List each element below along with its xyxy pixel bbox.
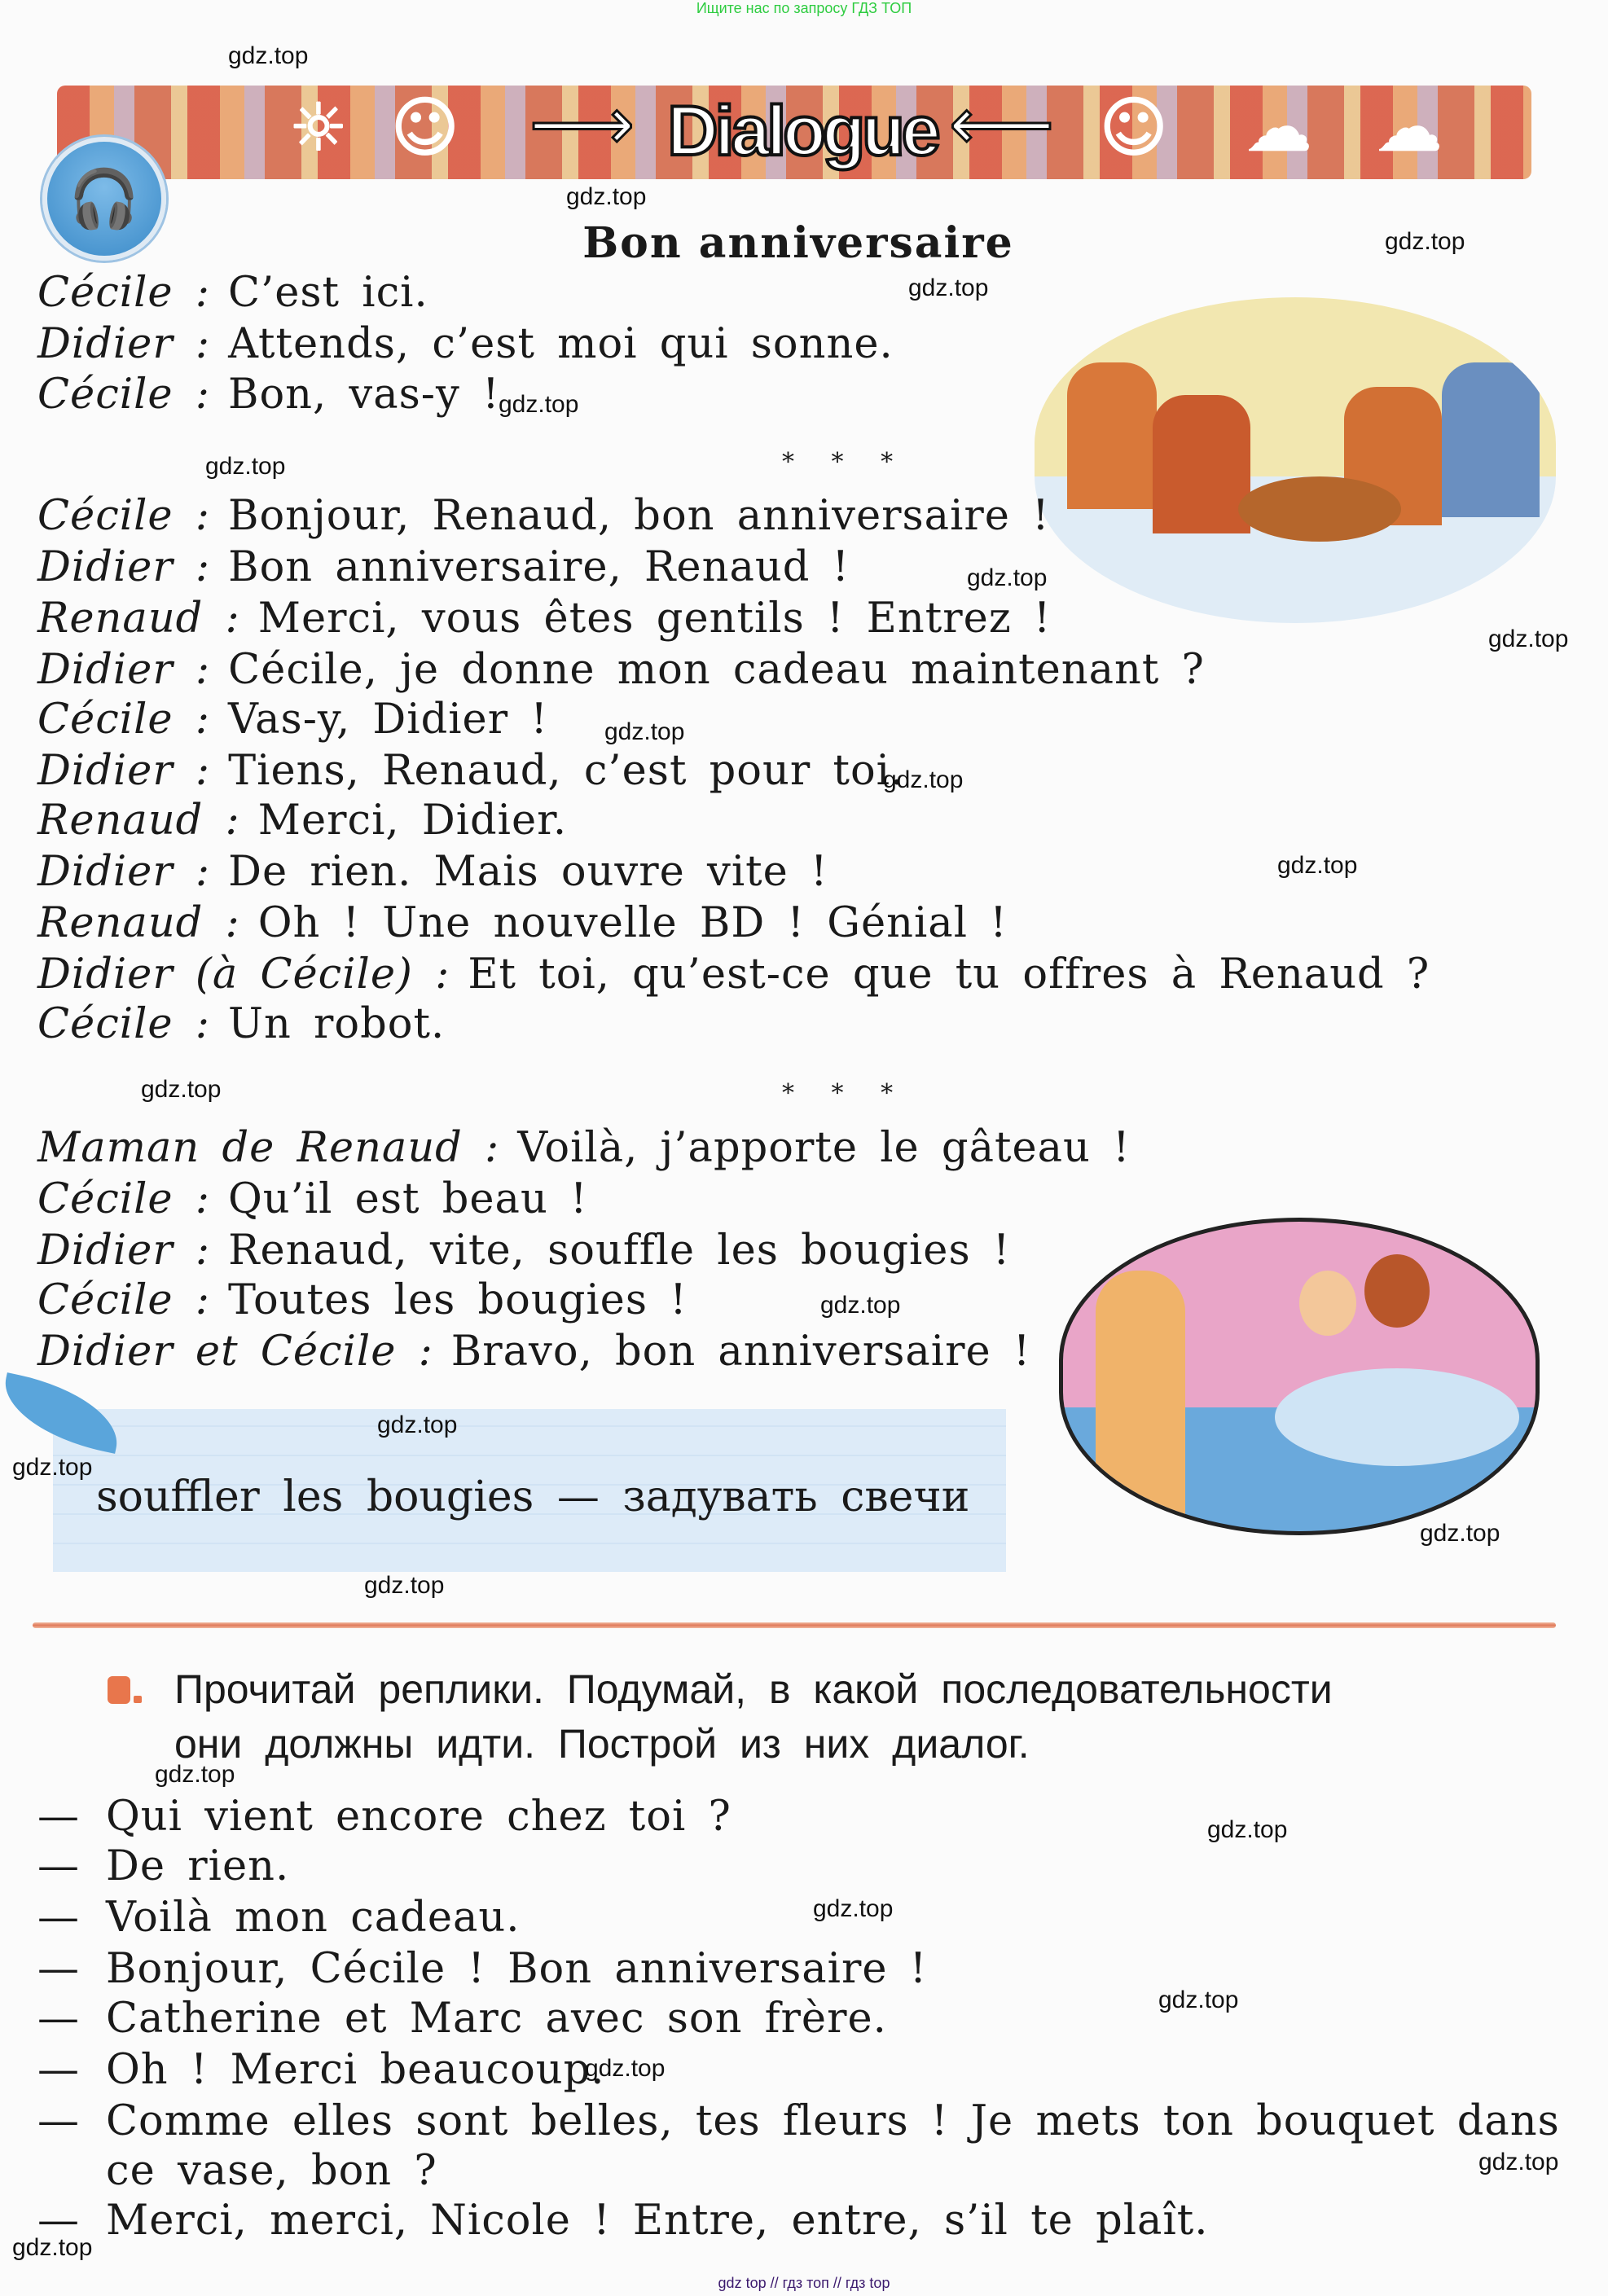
child-face-icon: ☺	[391, 90, 459, 165]
dialogue-line	[37, 1000, 445, 1048]
watermark: gdz.top	[1478, 2149, 1559, 2175]
replica: Bravo, bon anniversaire !	[450, 1328, 1031, 1376]
sun-icon: ☼	[289, 90, 348, 165]
cloud-icon: ☁	[1377, 90, 1442, 165]
dialogue-line	[37, 848, 828, 896]
speaker: Renaud :	[37, 797, 240, 845]
dialogue-line	[37, 595, 1051, 643]
speaker: Didier (à Cécile) :	[37, 950, 450, 999]
replica: Attends, c’est moi qui sonne.	[228, 320, 894, 368]
replica: Tiens, Renaud, c’est pour toi.	[228, 747, 905, 795]
watermark: gdz.top	[499, 391, 579, 418]
audio-headphones-icon[interactable]: 🎧	[42, 137, 166, 261]
watermark: gdz.top	[820, 1292, 901, 1319]
exercise-item: — De rien.	[37, 1842, 290, 1890]
replica: Vas-y, Didier !	[227, 696, 548, 744]
dialogue-line	[37, 543, 850, 591]
watermark: gdz.top	[1158, 1987, 1239, 2013]
dialogue-line	[37, 269, 428, 317]
page-title: Bon anniversaire	[582, 218, 1014, 268]
speaker: Cécile :	[37, 1175, 210, 1223]
exercise-marker-dot	[134, 1696, 142, 1703]
separator: * * *	[782, 448, 908, 476]
watermark: gdz.top	[141, 1076, 222, 1103]
replica: Merci, vous êtes gentils ! Entrez !	[257, 595, 1052, 643]
arrow-right-icon: ⟶	[529, 81, 635, 167]
watermark: gdz.top	[967, 564, 1048, 591]
dialogue-line	[37, 1124, 1131, 1172]
section-divider	[33, 1622, 1556, 1628]
exercise-instruction-line2: они должны идти. Построй из них диалог.	[174, 1721, 1030, 1767]
watermark: gdz.top	[585, 2055, 666, 2082]
speaker: Cécile :	[37, 492, 210, 540]
speaker: Didier :	[37, 848, 211, 896]
speaker: Didier :	[37, 320, 211, 368]
speaker: Didier :	[37, 1227, 211, 1275]
replica: Merci, Didier.	[257, 797, 568, 845]
watermark: gdz.top	[364, 1572, 445, 1599]
dialogue-line	[37, 899, 1008, 947]
dialogue-line	[37, 950, 1430, 999]
replica: Bon anniversaire, Renaud !	[228, 543, 850, 591]
dialogue-line	[37, 747, 904, 795]
speaker: Didier :	[37, 747, 211, 795]
watermark: gdz.top	[12, 1454, 93, 1481]
watermark: gdz.top	[155, 1761, 235, 1788]
birthday-kids-illustration	[1035, 297, 1556, 623]
watermark: gdz.top	[1277, 852, 1358, 879]
exercise-instruction-line1: Прочитай реплики. Подумай, в какой последовательности	[174, 1666, 1333, 1712]
replica: C’est ici.	[227, 269, 428, 317]
dialogue-line	[37, 696, 548, 744]
exercise-item: — Comme elles sont belles, tes fleurs ! Je mets ton bouquet dans	[37, 2097, 1560, 2145]
dialogue-line	[37, 371, 500, 419]
exercise-item: — Bonjour, Cécile ! Bon anniversaire !	[37, 1945, 928, 1993]
exercise-item: — Qui vient encore chez toi ?	[37, 1793, 732, 1841]
watermark: gdz.top	[12, 2234, 93, 2261]
cloud-icon: ☁	[1246, 90, 1311, 165]
dialogue-line	[37, 797, 567, 845]
dialogue-line	[37, 1328, 1030, 1376]
replica: De rien. Mais ouvre vite !	[228, 848, 828, 896]
watermark: gdz.top	[813, 1895, 894, 1922]
dialogue-line	[37, 646, 1205, 694]
dialogue-line	[37, 320, 894, 368]
speaker: Cécile :	[37, 1000, 210, 1048]
watermark: gdz.top	[883, 766, 964, 793]
exercise-item: — Merci, merci, Nicole ! Entre, entre, s’il te plaît.	[37, 2197, 1209, 2245]
arrow-left-icon: ⟵	[949, 81, 1055, 167]
replica: Cécile, je donne mon cadeau maintenant ?	[228, 646, 1205, 694]
watermark: gdz.top	[1488, 626, 1569, 652]
exercise-marker-icon	[108, 1676, 130, 1704]
mother-cake-illustration	[1059, 1218, 1540, 1535]
separator: * * *	[782, 1079, 908, 1108]
watermark: gdz.top	[566, 183, 647, 210]
watermark: gdz.top	[1420, 1520, 1500, 1547]
watermark: gdz.top	[1385, 228, 1465, 255]
speaker: Didier :	[37, 543, 211, 591]
speaker: Cécile :	[37, 1276, 210, 1324]
top-note: Ищите нас по запросу ГДЗ ТОП	[696, 0, 912, 16]
child-face-icon: ☺	[1100, 90, 1168, 165]
speaker: Renaud :	[37, 899, 240, 947]
speaker: Didier :	[37, 646, 211, 694]
replica: Un robot.	[227, 1000, 446, 1048]
banner-title: Dialogue	[667, 91, 938, 170]
replica: Voilà, j’apporte le gâteau !	[517, 1124, 1131, 1172]
watermark: gdz.top	[377, 1411, 458, 1438]
exercise-item-continuation: ce vase, bon ?	[106, 2147, 437, 2195]
speaker: Didier et Cécile :	[37, 1328, 433, 1376]
speaker: Renaud :	[37, 595, 240, 643]
watermark: gdz.top	[1207, 1816, 1288, 1843]
dialogue-line	[37, 1276, 688, 1324]
dialogue-line	[37, 1175, 588, 1223]
vocabulary-entry: souffler les bougies — задувать свечи	[96, 1473, 970, 1521]
replica: Bonjour, Renaud, bon anniversaire !	[227, 492, 1050, 540]
speaker: Cécile :	[37, 696, 210, 744]
dialogue-line	[37, 492, 1050, 540]
replica: Qu’il est beau !	[227, 1175, 588, 1223]
speaker: Maman de Renaud :	[37, 1124, 500, 1172]
speaker: Cécile :	[37, 269, 210, 317]
replica: Renaud, vite, souffle les bougies !	[228, 1227, 1011, 1275]
replica: Bon, vas-y !	[227, 371, 500, 419]
exercise-item: — Voilà mon cadeau.	[37, 1894, 521, 1942]
exercise-item: — Oh ! Merci beaucoup.	[37, 2046, 605, 2094]
dialogue-line	[37, 1227, 1010, 1275]
watermark: gdz.top	[205, 453, 286, 480]
replica: Oh ! Une nouvelle BD ! Génial !	[257, 899, 1008, 947]
watermark: gdz.top	[228, 42, 309, 69]
replica: Et toi, qu’est-ce que tu offres à Renaud ?	[468, 950, 1430, 999]
watermark: gdz.top	[908, 274, 989, 301]
exercise-item: — Catherine et Marc avec son frère.	[37, 1995, 887, 2043]
speaker: Cécile :	[37, 371, 210, 419]
replica: Toutes les bougies !	[227, 1276, 688, 1324]
footer-note: gdz top // гдз топ // гдз top	[718, 2275, 890, 2291]
watermark: gdz.top	[604, 718, 685, 745]
